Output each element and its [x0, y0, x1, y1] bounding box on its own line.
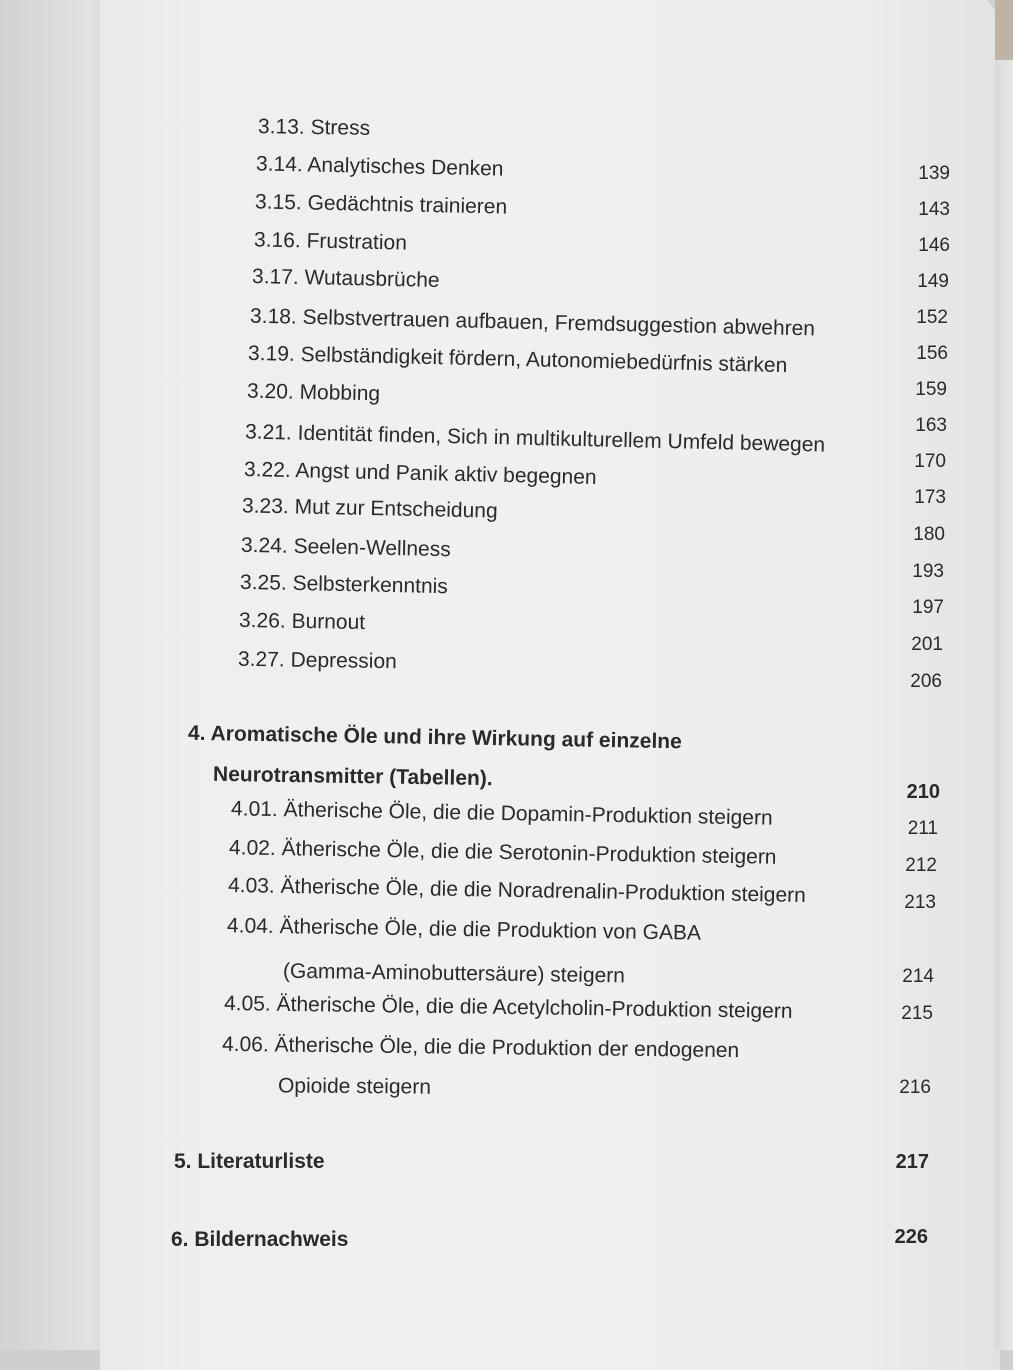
toc-entry-title: Ätherische Öle, die die Produktion von GABA	[279, 915, 702, 945]
toc-entry-number: 3.13.	[257, 115, 305, 139]
toc-page-number: 152	[916, 307, 948, 328]
toc-page-number: 173	[914, 487, 946, 508]
chapter-6-heading: 6. Bildernachweis	[171, 1228, 349, 1251]
toc-entry-4-04	[227, 914, 701, 945]
toc-entry-3-20	[247, 380, 381, 407]
toc-entry-title: Gedächtnis trainieren	[307, 191, 508, 219]
toc-page-number: 159	[915, 379, 947, 400]
toc-page-number: 149	[917, 271, 949, 292]
toc-entry-title: Mut zur Entscheidung	[294, 495, 498, 523]
toc-page-number: 143	[918, 199, 950, 220]
chapter-4-heading-continuation: Neurotransmitter (Tabellen).	[212, 762, 493, 791]
toc-entry-4-01	[231, 797, 773, 830]
toc-entry-title: Ätherische Öle, die die Acetylcholin-Produktion steigern	[276, 992, 793, 1023]
chapter-4-heading: 4. Aromatische Öle und ihre Wirkung auf einzelne	[187, 721, 682, 754]
toc-entry-3-22	[244, 458, 597, 490]
toc-entry-3-16	[254, 228, 407, 255]
toc-entry-number: 3.16.	[253, 228, 301, 253]
toc-page-number: 201	[911, 634, 943, 655]
toc-entry-title: Ätherische Öle, die die Serotonin-Produktion steigern	[281, 837, 777, 869]
toc-entry-title: Analytisches Denken	[307, 153, 504, 181]
toc-entry-4-06-continuation: Opioide steigern	[277, 1074, 432, 1099]
toc-entry-title: Seelen-Wellness	[293, 534, 451, 562]
toc-entry-title: Angst und Panik aktiv begegnen	[295, 459, 597, 489]
chapter-6-page-number: 226	[894, 1226, 928, 1248]
toc-entry-title: Selbständigkeit fördern, Autonomiebedürfnis stärken	[300, 343, 788, 378]
toc-entry-number: 4.04.	[226, 914, 274, 939]
toc-page-number: 212	[905, 855, 937, 876]
toc-entry-number: 3.20.	[246, 379, 294, 404]
toc-entry-3-25	[240, 571, 448, 599]
toc-page-number: 180	[913, 524, 945, 545]
toc-entry-3-17	[252, 265, 440, 293]
toc-entry-number: 3.15.	[254, 190, 302, 215]
toc-entry-number: 4.05.	[223, 992, 271, 1016]
toc-entry-title: Frustration	[306, 229, 408, 255]
toc-entry-4-02	[229, 836, 777, 870]
toc-entry-number: 3.14.	[255, 152, 303, 177]
toc-page-number: 146	[918, 235, 950, 256]
toc-page-number: 156	[916, 343, 948, 364]
toc-entry-4-05	[224, 992, 793, 1024]
toc-entry-number: 4.03.	[227, 873, 275, 898]
toc-page-number: 193	[912, 561, 944, 582]
toc-entry-title: Selbstvertrauen aufbauen, Fremdsuggestion abwehren	[302, 305, 816, 341]
toc-entry-title: Ätherische Öle, die die Produktion der endogenen	[274, 1033, 740, 1063]
toc-entry-number: 3.25.	[239, 570, 287, 595]
toc-entry-number: 3.18.	[249, 304, 298, 329]
toc-entry-3-23	[242, 494, 498, 523]
toc-entry-3-21	[245, 420, 826, 457]
toc-entry-3-24	[241, 534, 451, 562]
toc-entry-title: Selbsterkenntnis	[292, 571, 449, 599]
toc-page-number: 211	[907, 818, 938, 839]
toc-entry-title: Stress	[310, 115, 371, 140]
toc-entry-title: Wutausbrüche	[304, 266, 440, 292]
toc-entry-3-13	[258, 115, 370, 141]
toc-entry-number: 3.17.	[251, 265, 299, 290]
toc-page-number: 163	[915, 415, 947, 436]
toc-page-number: 214	[902, 966, 934, 987]
toc-page-number: 197	[912, 597, 944, 618]
toc-entry-3-18	[250, 305, 815, 342]
toc-page-number: 216	[899, 1077, 931, 1098]
toc-entry-number: 3.27.	[237, 647, 285, 672]
toc-entry-3-27	[238, 648, 397, 674]
toc-entry-4-04-continuation: (Gamma-Aminobuttersäure) steigern	[282, 959, 626, 988]
toc-entry-number: 4.02.	[228, 836, 276, 861]
toc-entry-3-15	[255, 190, 508, 219]
toc-entry-number: 4.06.	[221, 1032, 269, 1057]
toc-entry-title: Ätherische Öle, die die Dopamin-Produktion steigern	[283, 798, 773, 830]
toc-entry-number: 3.22.	[243, 458, 292, 483]
toc-entry-3-26	[239, 609, 366, 635]
toc-entry-title: Mobbing	[299, 380, 381, 406]
toc-entry-number: 3.26.	[238, 608, 286, 633]
toc-page-number: 213	[904, 892, 936, 913]
toc-page-number: 139	[918, 163, 950, 184]
chapter-4-page-number: 210	[906, 781, 940, 803]
toc-entry-number: 4.01.	[230, 797, 278, 822]
toc-entry-number: 3.24.	[240, 533, 288, 558]
toc-entry-number: 3.19.	[247, 341, 296, 366]
toc-entry-title: Identität finden, Sich in multikulturellem Umfeld bewegen	[297, 421, 826, 457]
toc-page-number: 206	[910, 671, 942, 692]
toc-page-number: 215	[901, 1003, 933, 1024]
toc-entry-4-06	[222, 1033, 739, 1063]
toc-entry-title: Burnout	[291, 609, 366, 635]
chapter-5-heading: 5. Literaturliste	[174, 1150, 325, 1173]
toc-entry-number: 3.23.	[241, 494, 289, 519]
toc-page-number: 170	[914, 451, 946, 472]
toc-entry-3-14	[256, 152, 504, 181]
toc-entry-number: 3.21.	[244, 420, 293, 445]
toc-entry-4-03	[228, 874, 806, 908]
toc-entry-title: Ätherische Öle, die die Noradrenalin-Produktion steigern	[280, 874, 807, 908]
toc-entry-title: Depression	[290, 648, 397, 674]
chapter-5-page-number: 217	[895, 1151, 929, 1173]
toc-entry-3-19	[248, 342, 788, 378]
